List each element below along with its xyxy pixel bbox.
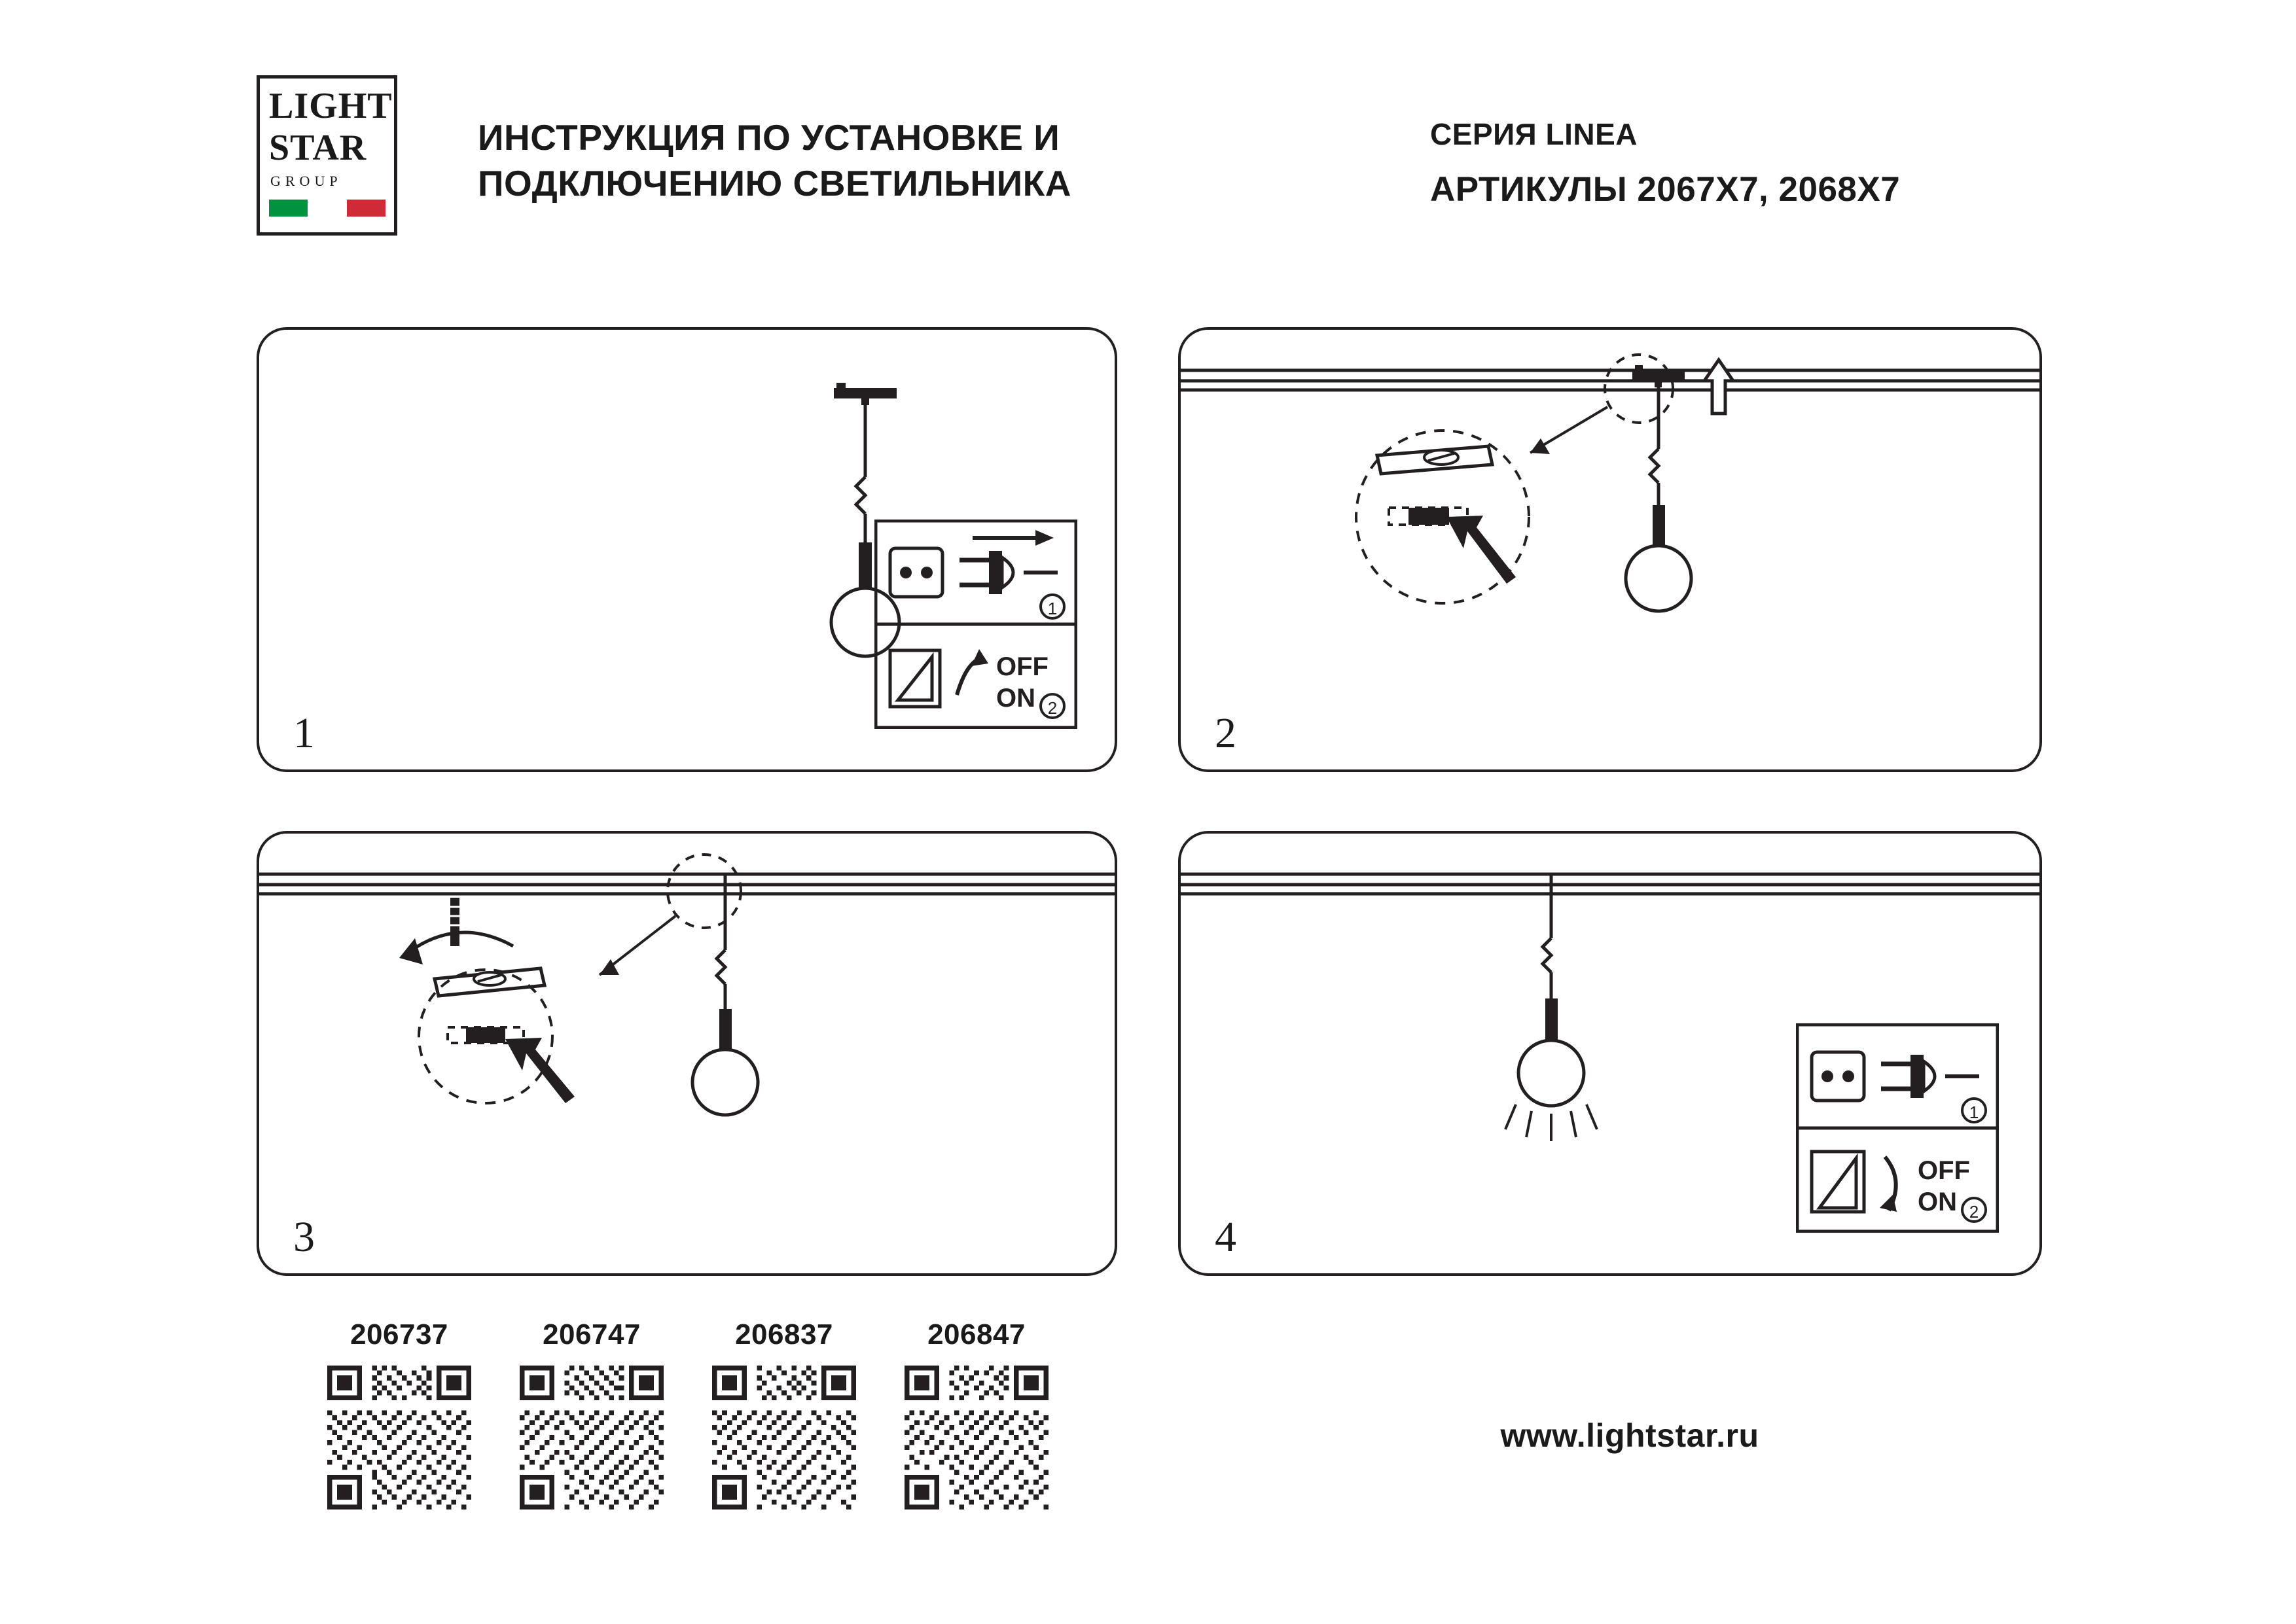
product-meta xyxy=(1430,118,2150,209)
step-number-4: 4 xyxy=(1215,1213,1236,1261)
page-title-line-2: ПОДКЛЮЧЕНИЮ СВЕТИЛЬНИКА xyxy=(478,163,1071,204)
series-label: СЕРИЯ LINEA xyxy=(1430,117,1638,151)
qr-item xyxy=(327,1318,471,1509)
svg-text:ON: ON xyxy=(996,684,1035,713)
qr-item xyxy=(712,1318,856,1509)
legend-box-4 xyxy=(1796,1023,1999,1233)
track-rail-2 xyxy=(1181,330,2042,772)
qr-code-label: 206747 xyxy=(543,1318,641,1350)
qr-code-label: 206847 xyxy=(927,1318,1026,1350)
page-title xyxy=(478,115,1296,207)
logo-text-light: LIGHT xyxy=(269,86,393,126)
website-url: www.lightstar.ru xyxy=(1500,1417,1759,1454)
svg-text:OFF: OFF xyxy=(996,652,1049,681)
qr-code-label: 206837 xyxy=(735,1318,833,1350)
page-header xyxy=(0,0,2296,288)
svg-text:2: 2 xyxy=(1969,1202,1979,1222)
step-panel-2 xyxy=(1178,327,2042,772)
svg-text:1: 1 xyxy=(1047,599,1058,618)
track-rail-3 xyxy=(259,834,1117,1276)
logo-text-star: STAR xyxy=(269,128,367,168)
svg-text:2: 2 xyxy=(1047,698,1058,718)
svg-text:ON: ON xyxy=(1918,1188,1957,1216)
articles-label: АРТИКУЛЫ 2067X7, 2068X7 xyxy=(1430,169,1901,209)
svg-text:OFF: OFF xyxy=(1918,1156,1970,1185)
qr-code-image xyxy=(905,1366,1049,1509)
brand-logo xyxy=(257,75,397,236)
qr-item xyxy=(905,1318,1049,1509)
step-number-2: 2 xyxy=(1215,709,1236,757)
step-number-1: 1 xyxy=(293,709,315,757)
qr-item xyxy=(520,1318,664,1509)
qr-code-label: 206737 xyxy=(350,1318,448,1350)
qr-code-image xyxy=(327,1366,471,1509)
step-panel-1 xyxy=(257,327,1117,772)
qr-code-image xyxy=(712,1366,856,1509)
italy-flag-icon xyxy=(269,200,386,217)
legend-box-1 xyxy=(874,520,1077,729)
qr-code-row xyxy=(327,1318,1113,1509)
svg-text:1: 1 xyxy=(1969,1103,1979,1122)
step-number-3: 3 xyxy=(293,1213,315,1261)
logo-text-group: GROUP xyxy=(270,173,342,189)
page-title-line-1: ИНСТРУКЦИЯ ПО УСТАНОВКЕ И xyxy=(478,117,1060,158)
step-panel-4 xyxy=(1178,831,2042,1276)
step-panel-3 xyxy=(257,831,1117,1276)
qr-code-image xyxy=(520,1366,664,1509)
